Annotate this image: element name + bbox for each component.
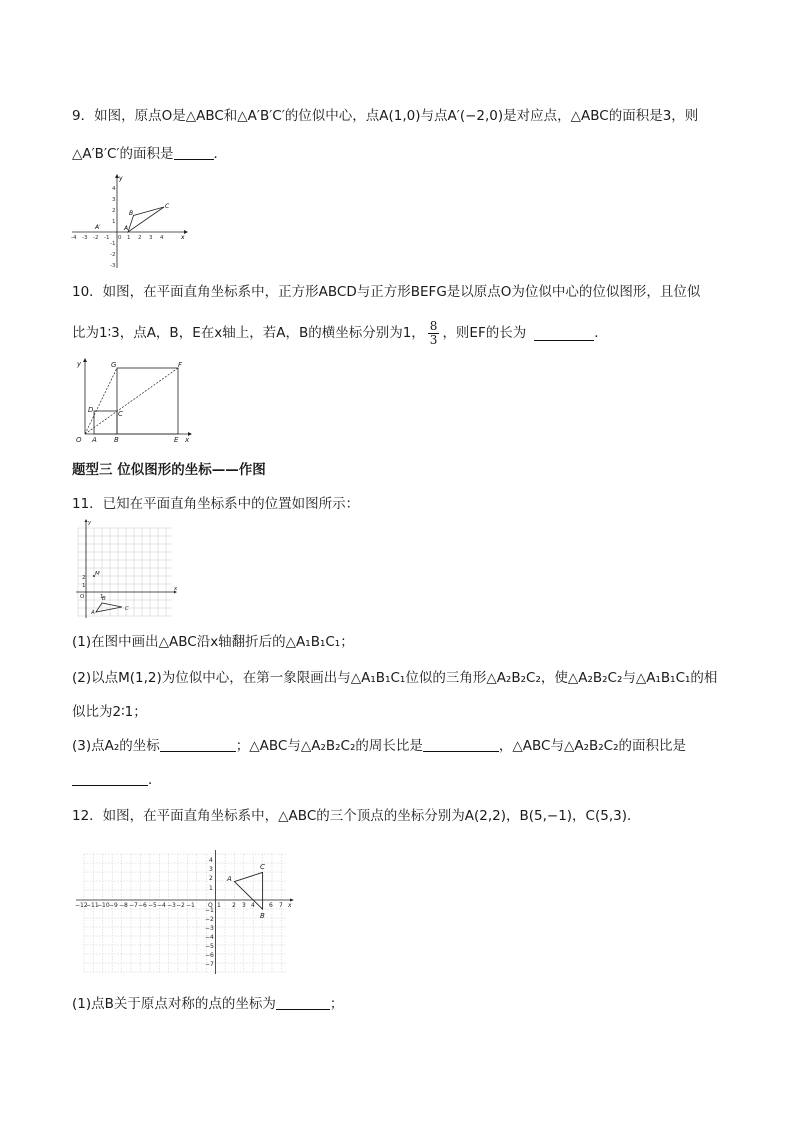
- q10-line1: 10．如图，在平面直角坐标系中，正方形ABCD与正方形BEFG是以原点O为位似中心的位似图形，且位似: [72, 284, 701, 300]
- q12-origin-label: O: [208, 902, 213, 909]
- q12-ytick-pos: 4: [209, 857, 213, 864]
- q12-line1: 12．如图，在平面直角坐标系中，△ABC的三个顶点的坐标分别为A(2,2)，B(5,−1)，C(5,3)．: [72, 808, 641, 824]
- q9-triangle-abc: [128, 207, 164, 232]
- q9-ytick: -3: [110, 263, 116, 269]
- q11-part3-text-a: (3)点A₂的坐标: [72, 738, 160, 754]
- q12-ytick-pos: 3: [209, 866, 213, 873]
- q12-xtick-neg: −8: [119, 902, 128, 909]
- q9-xtick: 2: [138, 235, 142, 241]
- q12-ytick-neg: −6: [205, 952, 214, 959]
- q12-xtick-neg: −4: [157, 902, 166, 909]
- q9-line2: [72, 144, 227, 164]
- q12-xtick-neg: −1: [186, 902, 195, 909]
- q10-line2-text-a: 比为1∶3，点A，B，E在x轴上，若A，B的横坐标分别为1，: [72, 325, 425, 341]
- q12-xtick-neg: −11: [86, 902, 99, 909]
- q10-dotted-of: [85, 368, 178, 434]
- q12-ytick-neg: −3: [205, 925, 214, 932]
- q10-answer-blank: [534, 326, 594, 341]
- q12-xtick-pos: 1: [217, 902, 221, 909]
- q9-xtick: 1: [127, 235, 131, 241]
- q11-point-m: [93, 575, 95, 577]
- q12-part1: [72, 994, 343, 1014]
- q10-fraction: [428, 320, 440, 347]
- q10-frac-num: 8: [429, 318, 438, 333]
- q10-label-b: B: [114, 436, 119, 444]
- q12-ytick-pos: 2: [209, 875, 213, 882]
- q10-label-e: E: [174, 436, 179, 444]
- q10-label-f: F: [178, 361, 183, 369]
- q12-part1-text: (1)点B关于原点对称的点的坐标为: [72, 996, 276, 1012]
- q11-label-x: x: [174, 586, 178, 592]
- q10-label-d: D: [88, 406, 94, 414]
- q12-figure: [72, 848, 298, 978]
- q11-part2-a: (2)以点M(1,2)为位似中心，在第一象限画出与△A₁B₁C₁位似的三角形△A₂B₂C₂，使△A₂B₂C₂与△A₁B₁C₁的相: [72, 670, 718, 686]
- q12-xtick-neg: −6: [138, 902, 147, 909]
- q12-xtick-pos: 6: [269, 902, 273, 909]
- q9-xtick: -3: [82, 235, 88, 241]
- q12-grid: [84, 854, 286, 972]
- q9-figure: [70, 172, 190, 270]
- q10-label-c: C: [118, 410, 123, 418]
- q11-part1: (1)在图中画出△ABC沿x轴翻折后的△A₁B₁C₁；: [72, 634, 354, 650]
- q9-ytick: 2: [112, 208, 116, 214]
- q12-ytick-pos: 1: [209, 885, 213, 892]
- q11-line1: 11．已知在平面直角坐标系中的位置如图所示：: [72, 496, 360, 512]
- q12-xtick-neg: −12: [75, 902, 88, 909]
- q11-label-1: 1: [82, 583, 86, 589]
- q10-label-y: y: [77, 360, 82, 368]
- q12-xtick-neg: −5: [148, 902, 157, 909]
- q11-label-c: C: [125, 606, 129, 612]
- q11-label-a: A: [91, 610, 95, 616]
- q11-blank-a2-coord: [160, 737, 236, 752]
- q9-answer-blank: [174, 145, 214, 160]
- q9-x-arrow-icon: [184, 230, 188, 234]
- q9-line1: 9．如图，原点O是△ABC和△A′B′C′的位似中心，点A(1,0)与点A′(−2,0)是对应点，△ABC的面积是3，则: [72, 108, 699, 124]
- q11-grid: [78, 528, 172, 616]
- q10-y-arrow-icon: [83, 358, 87, 362]
- q12-xtick-neg: −10: [97, 902, 110, 909]
- q12-triangle-abc: [234, 872, 262, 909]
- q9-label-b: B: [129, 210, 134, 217]
- q9-xtick: -2: [93, 235, 99, 241]
- q12-ytick-neg: −7: [205, 961, 214, 968]
- q11-part3-end-line: [72, 770, 162, 790]
- q11-part3-text-b: ；△ABC与△A₂B₂C₂的周长比是: [235, 738, 423, 754]
- q12-xtick-neg: −2: [176, 902, 185, 909]
- q11-figure: [74, 518, 180, 620]
- q12-xtick-pos: 7: [279, 902, 283, 909]
- q11-part3-text-c: ，△ABC与△A₂B₂C₂的面积比是: [498, 738, 686, 754]
- q9-ytick: -2: [110, 252, 116, 258]
- q12-xtick-pos: 2: [232, 902, 236, 909]
- q10-line2: [72, 318, 608, 348]
- q10-line2-text-b: ，则EF的长为: [442, 325, 527, 341]
- q12-ytick-neg: −4: [205, 934, 214, 941]
- q12-xtick-pos: 4: [251, 902, 255, 909]
- q9-xtick: -4: [71, 235, 77, 241]
- q12-part1-end: ；: [329, 996, 344, 1012]
- q12-ytick-neg: −1: [205, 907, 214, 914]
- q10-line2-end: ．: [594, 325, 608, 341]
- q11-part2-b: 似比为2∶1；: [72, 704, 147, 720]
- q9-ytick: 3: [112, 197, 116, 203]
- q10-frac-den: 3: [429, 332, 438, 347]
- q12-x-label: x: [288, 902, 292, 909]
- q10-label-g: G: [111, 361, 117, 369]
- q10-square-befg: [117, 368, 178, 434]
- q12-xtick-pos: 3: [242, 902, 246, 909]
- q9-xtick: 3: [149, 235, 153, 241]
- q9-ytick: 1: [112, 219, 116, 225]
- q9-label-c: C: [165, 203, 170, 210]
- q10-figure: [72, 356, 196, 446]
- q10-label-o: O: [76, 436, 82, 444]
- q9-label-a: A: [124, 225, 129, 232]
- q11-label-y: y: [88, 520, 92, 526]
- q12-answer-blank: [276, 995, 330, 1010]
- q9-xtick: 4: [160, 235, 164, 241]
- q11-part3: [72, 736, 686, 756]
- q9-xtick: -1: [104, 235, 110, 241]
- q12-label-a: A: [227, 875, 232, 883]
- q9-xtick: 0: [118, 235, 122, 241]
- q12-xtick-neg: −7: [129, 902, 138, 909]
- q12-ytick-neg: −5: [205, 943, 214, 950]
- q11-label-2: 2: [82, 575, 86, 581]
- q11-label-m: M: [95, 571, 100, 577]
- q10-label-x: x: [185, 436, 190, 444]
- q12-label-b: B: [260, 912, 265, 920]
- q12-xtick-neg: −9: [109, 902, 118, 909]
- section-title: 题型三 位似图形的坐标——作图: [72, 462, 266, 478]
- q9-x-label: x: [181, 234, 185, 241]
- q10-label-a: A: [92, 436, 97, 444]
- q10-dotted-og: [85, 368, 117, 434]
- q11-label-o: O: [80, 594, 85, 600]
- q9-label-a-prime: A′: [95, 224, 101, 231]
- q9-line2-text: △A′B′C′的面积是: [72, 146, 174, 162]
- q12-xtick-neg: −3: [167, 902, 176, 909]
- q9-ytick: -1: [110, 241, 116, 247]
- q9-ytick: 4: [112, 186, 116, 192]
- q9-line2-end: ．: [213, 146, 228, 162]
- q12-ytick-neg: −2: [205, 916, 214, 923]
- q11-part3-end: ．: [148, 772, 162, 788]
- q11-blank-perimeter-ratio: [423, 737, 499, 752]
- q11-blank-area-ratio: [72, 771, 148, 786]
- q12-label-c: C: [260, 863, 265, 871]
- q11-label-b: B: [102, 596, 106, 602]
- q9-y-label: y: [119, 175, 123, 182]
- q11-label-1-x: 1: [100, 594, 104, 600]
- q10-square-abcd: [94, 411, 117, 434]
